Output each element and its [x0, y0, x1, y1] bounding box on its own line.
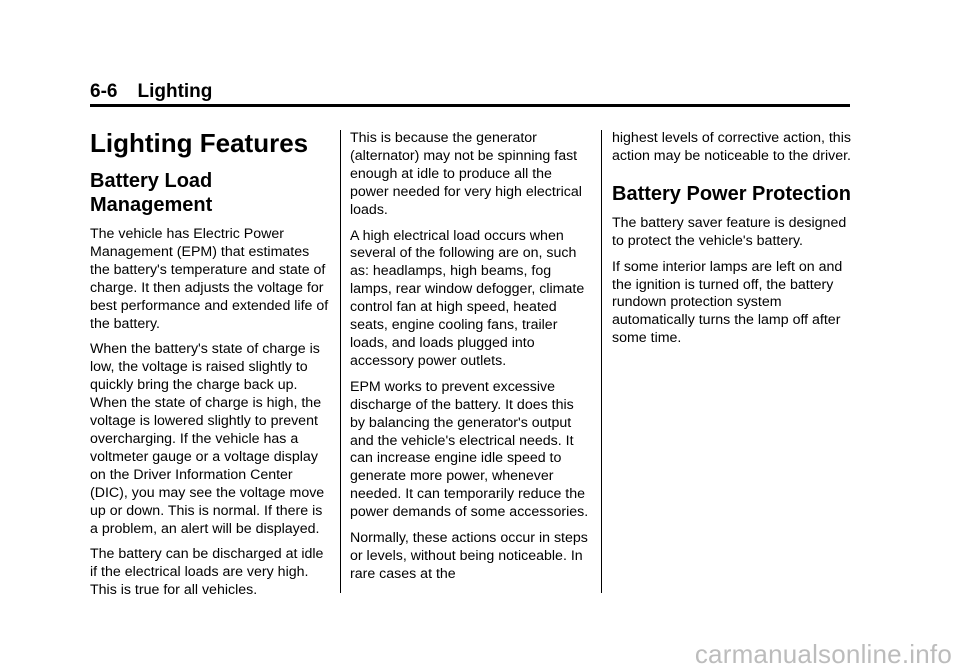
paragraph: A high electrical load occurs when several of the following are on, such as: headlamps, high beams, fog lamps, rear window defogger, climate control fan at high speed, heated seats, engine cooling fans, trailer loads, and loads plugged into accessory power outlets.	[350, 227, 585, 369]
paragraph: Normally, these actions occur in steps or levels, without being noticeable. In rare cases at the	[350, 530, 588, 582]
page-header	[90, 80, 212, 104]
paragraph: This is because the generator (alternator) may not be spinning fast enough at idle to produce all the power needed for very high electrical loads.	[350, 130, 582, 218]
subsection-heading: Battery Load Management	[90, 170, 213, 216]
paragraph: EPM works to prevent excessive discharge of the battery. It does this by balancing the generator's output and the vehicle's electrical needs. It can increase engine idle speed to generate more power, whenever needed. It can temporarily reduce the power demands of some accessories.	[350, 378, 589, 521]
subsection-heading: Battery Power Protection	[612, 182, 851, 205]
section-title: Lighting	[137, 81, 213, 102]
page-number: 6-6	[90, 81, 118, 102]
watermark: carmanualsonline.info	[694, 639, 952, 669]
column-1	[90, 128, 330, 608]
column-divider	[340, 130, 341, 593]
paragraph: When the battery's state of charge is low, the voltage is raised slightly to quickly bring the charge back up. When the state of charge is high, the voltage is lowered slightly to prevent overcharging. If the vehicle has a voltmeter gauge or a voltage display on the Driver Information Center (DIC), you may see the voltage move up or down. This is normal. If there is a problem, an alert will be displayed.	[90, 341, 325, 537]
paragraph: If some interior lamps are left on and the ignition is turned off, the battery rundown protection system automatically turns the lamp off after some time.	[612, 258, 843, 347]
paragraph: The battery can be discharged at idle if the electrical loads are very high. This is true for all vehicles.	[90, 546, 324, 599]
paragraph: The vehicle has Electric Power Management (EPM) that estimates the battery's temperature and state of charge. It then adjusts the voltage for best performance and extended life of the battery.	[90, 226, 329, 332]
section-heading: Lighting Features	[90, 128, 309, 158]
paragraph-continued: highest levels of corrective action, this action may be noticeable to the driver.	[612, 130, 851, 164]
header-rule	[90, 104, 850, 107]
column-3	[612, 130, 852, 356]
column-divider	[601, 130, 602, 593]
column-2	[350, 130, 590, 592]
paragraph: The battery saver feature is designed to protect the vehicle's battery.	[612, 214, 847, 249]
